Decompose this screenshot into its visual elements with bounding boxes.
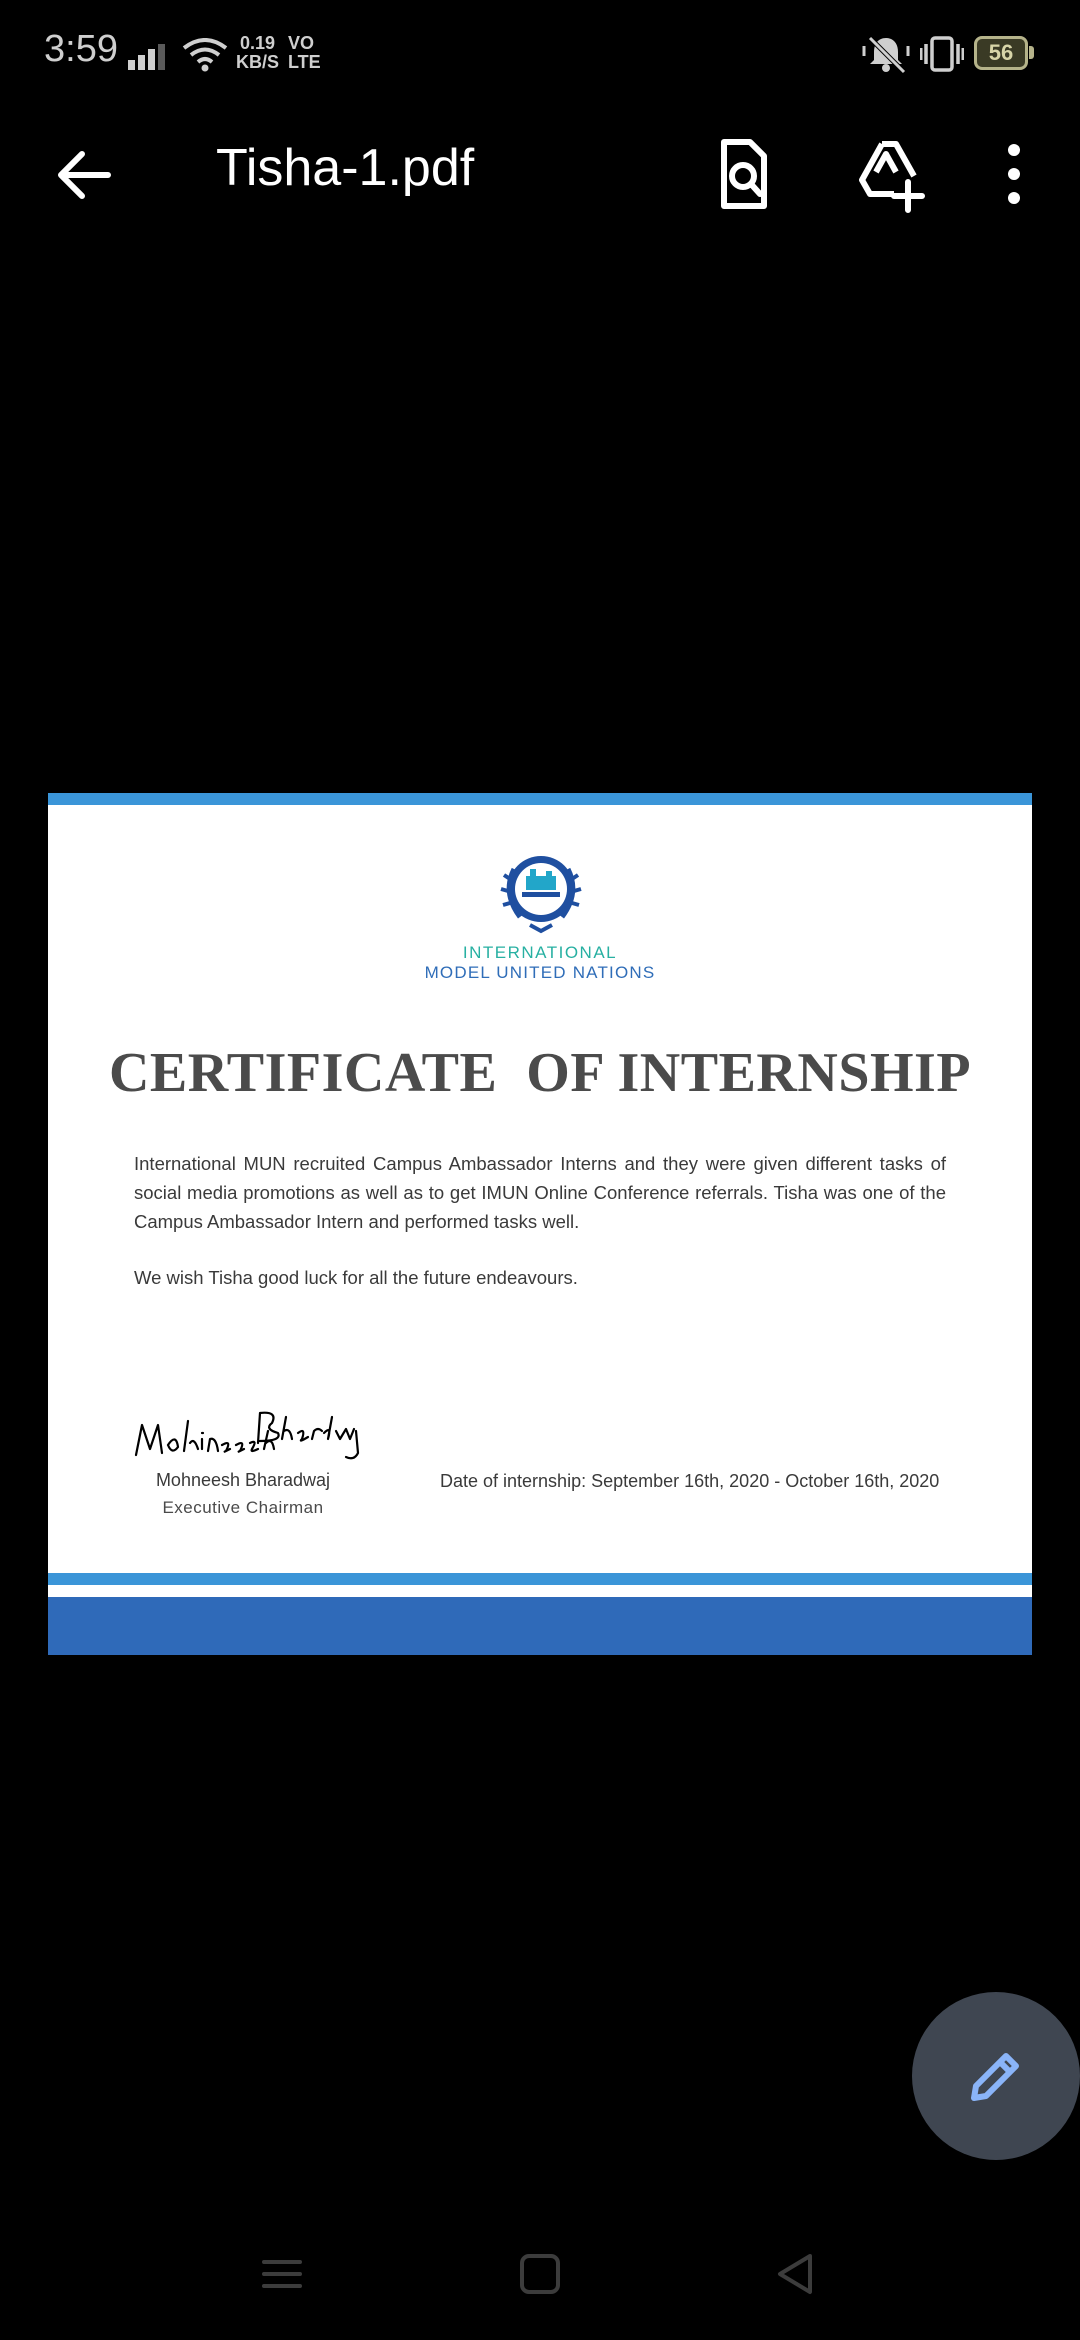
net-speed-value: 0.19 [239, 33, 276, 53]
back-nav-icon[interactable] [766, 2250, 826, 2298]
wishes-paragraph: We wish Tisha good luck for all the future endeavours. [134, 1267, 578, 1288]
volte-line2: LTE [288, 52, 321, 72]
mute-icon [862, 34, 910, 74]
battery-icon: 56 [974, 36, 1028, 70]
recent-apps-icon[interactable] [252, 2250, 312, 2298]
net-speed-unit: KB/S [236, 52, 280, 72]
more-options-icon[interactable] [974, 134, 1054, 214]
top-stripe [48, 793, 1032, 805]
pdf-page[interactable] [48, 793, 1032, 1655]
signature [132, 1403, 368, 1463]
add-to-drive-icon[interactable] [848, 134, 928, 214]
org-name-line2: MODEL UNITED NATIONS [424, 963, 656, 982]
app-bar [0, 110, 1080, 230]
volte-line1: VO [288, 33, 315, 53]
home-icon[interactable] [510, 2250, 570, 2298]
wifi-icon [182, 38, 228, 72]
vibrate-icon [920, 36, 964, 72]
internship-date: Date of internship: September 16th, 2020 - October 16th, 2020 [440, 1471, 940, 1491]
signer-name: Mohneesh Bharadwaj [155, 1470, 331, 1490]
signer-role: Executive Chairman [162, 1498, 324, 1517]
footer-stripe-dark [48, 1597, 1032, 1655]
signal-icon [128, 44, 168, 70]
certificate-paragraph: International MUN recruited Campus Ambassador Interns and they were given different tasks of social media promotions as well as to get IMUN Online Conference referrals. Tisha was one of the Campus Ambassador Intern and performed tasks well. [134, 1153, 946, 1232]
battery-tip [1029, 46, 1034, 59]
org-name-line1: INTERNATIONAL [462, 943, 618, 962]
imun-logo [494, 849, 588, 939]
search-in-document-icon[interactable] [704, 134, 784, 214]
status-time: 3:59 [44, 28, 118, 70]
certificate-title: CERTIFICATE OF INTERNSHIP [108, 1042, 972, 1104]
edit-fab-button[interactable] [912, 1992, 1080, 2160]
volte-indicator [288, 34, 321, 72]
edit-pencil-icon [964, 2044, 1028, 2108]
document-title: Tisha-1.pdf [216, 139, 475, 197]
footer-stripe-light [48, 1573, 1032, 1585]
back-arrow-icon[interactable] [50, 140, 120, 210]
network-speed [236, 34, 279, 72]
status-bar [0, 0, 1080, 110]
